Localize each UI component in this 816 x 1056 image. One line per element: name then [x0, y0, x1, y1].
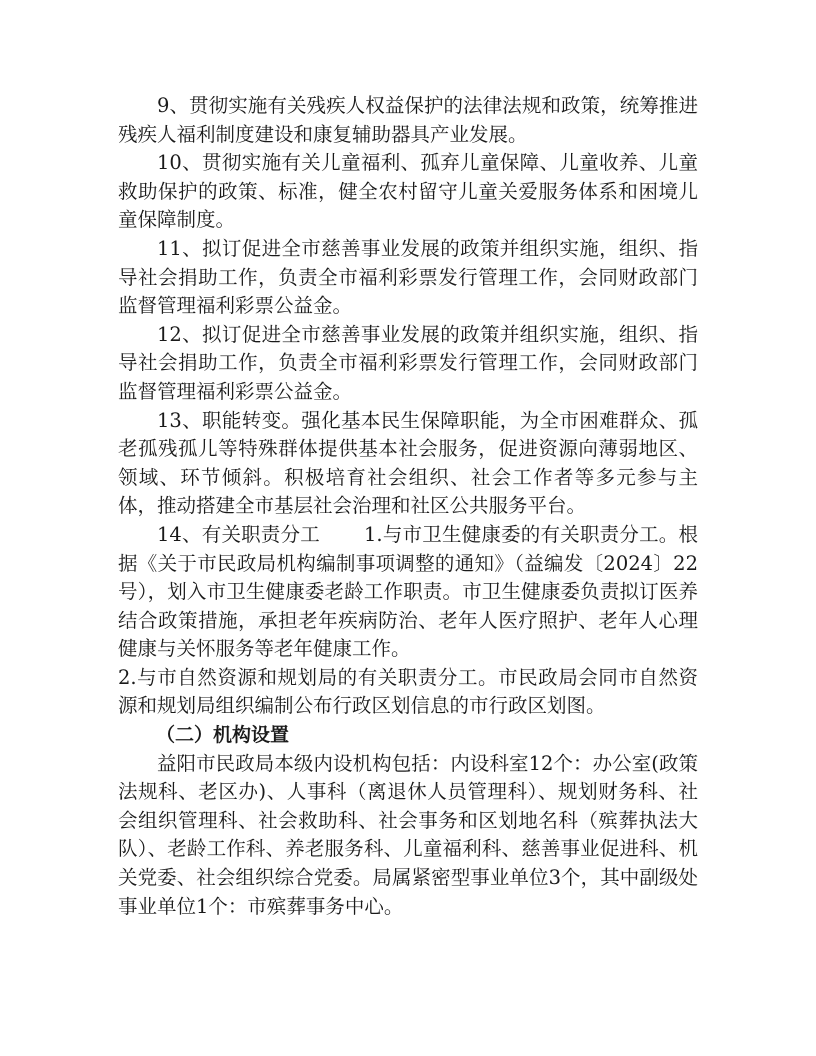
paragraph-item-14-subitem-2: 2.与市自然资源和规划局的有关职责分工。市民政局会同市自然资源和规划局组织编制公布行政区划信息的市行政区划图。 — [118, 665, 698, 718]
section-heading-organization: （二）机构设置 — [156, 724, 290, 747]
paragraph-item-13: 13、职能转变。强化基本民生保障职能，为全市困难群众、孤老孤残孤儿等特殊群体提供基本社会服务，促进资源向薄弱地区、领域、环节倾斜。积极培育社会组织、社会工作者等多元参与主体，推动搭建全市基层社会治理和社区公共服务平台。 — [118, 408, 698, 518]
document-page — [118, 92, 698, 921]
paragraph-item-14 — [118, 521, 698, 664]
paragraph-organization-body: 益阳市民政局本级内设机构包括：内设科室12个：办公室(政策法规科、老区办)、人事科（离退休人员管理科）、规划财务科、社会组织管理科、社会救助科、社会事务和区划地名科（殡葬执法大队）、老龄工作科、养老服务科、儿童福利科、慈善事业促进科、机关党委、社会组织综合党委。局属紧密型事业单位3个，其中副级处事业单位1个：市殡葬事务中心。 — [118, 751, 698, 918]
item-14-subitem-1: 1.与市卫生健康委的有关职责分工。根据《关于市民政局机构编制事项调整的通知》（益编发〔2024〕22号），划入市卫生健康委老龄工作职责。市卫生健康委负责拟订医养结合政策措施，承担老年疾病防治、老年人医疗照护、老年人心理健康与关怀服务等老年健康工作。 — [118, 522, 698, 661]
item-14-heading: 14、有关职责分工 — [157, 522, 321, 546]
paragraph-item-11: 11、拟订促进全市慈善事业发展的政策并组织实施，组织、指导社会捐助工作，负责全市福利彩票发行管理工作，会同财政部门监督管理福利彩票公益金。 — [118, 236, 698, 318]
paragraph-item-10: 10、贯彻实施有关儿童福利、孤弃儿童保障、儿童收养、儿童救助保护的政策、标准，健全农村留守儿童关爱服务体系和困境儿童保障制度。 — [118, 151, 698, 232]
paragraph-item-12: 12、拟订促进全市慈善事业发展的政策并组织实施，组织、指导社会捐助工作，负责全市福利彩票发行管理工作，会同财政部门监督管理福利彩票公益金。 — [118, 322, 698, 403]
paragraph-item-9: 9、贯彻实施有关残疾人权益保护的法律法规和政策，统筹推进残疾人福利制度建设和康复辅助器具产业发展。 — [118, 94, 698, 146]
